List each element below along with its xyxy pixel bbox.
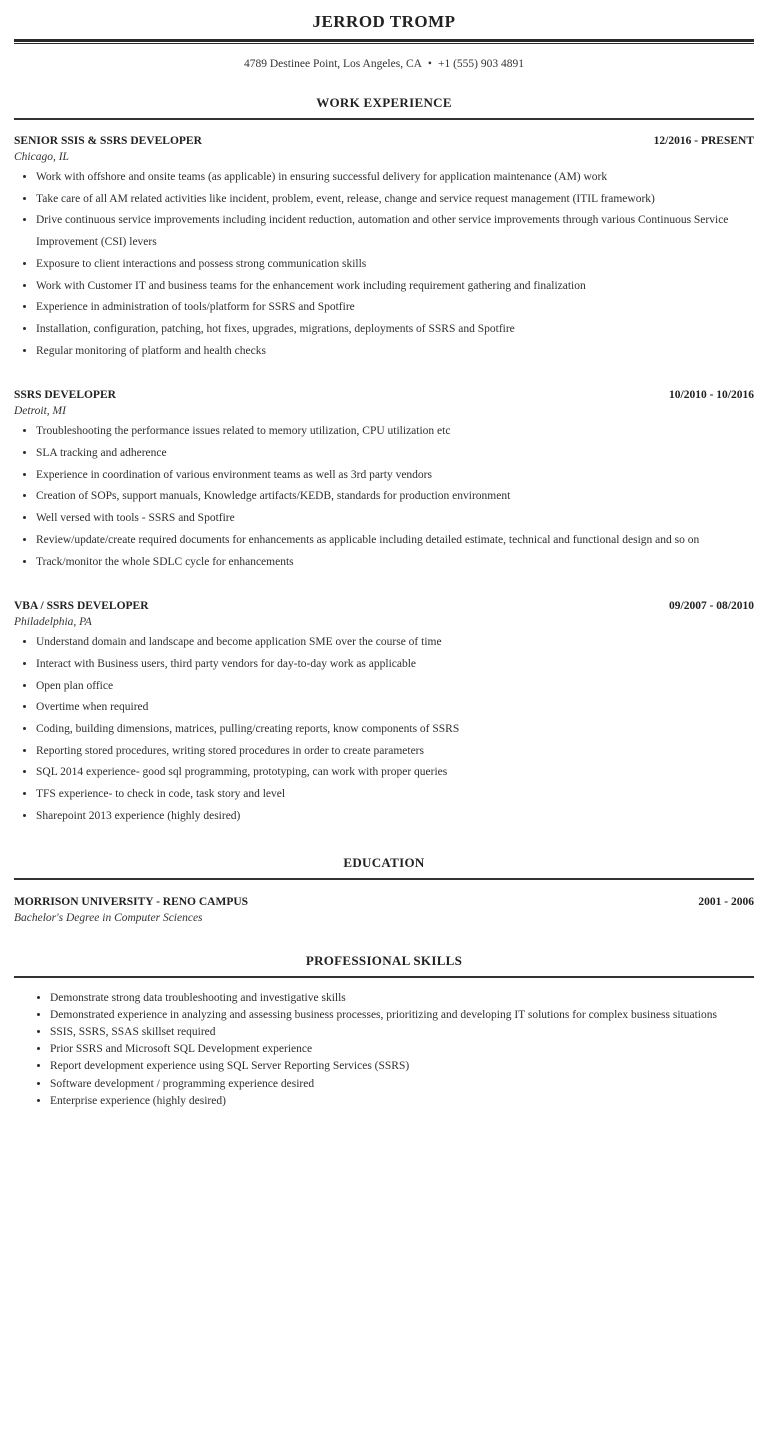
job-bullet: • Experience in administration of tools/platform for SSRS and Spotfire bbox=[36, 297, 754, 319]
candidate-name: JERROD TROMP bbox=[312, 12, 456, 31]
skills-title: PROFESSIONAL SKILLS bbox=[305, 952, 463, 968]
job-bullets bbox=[14, 421, 754, 573]
education-title: EDUCATION bbox=[343, 854, 425, 870]
resume-page bbox=[14, 0, 754, 1110]
job-bullet: • Review/update/create required documents for enhancements as applicable including detailed estimate, technical and functional design and so on bbox=[36, 530, 754, 552]
job-bullet: • Reporting stored procedures, writing stored procedures in order to create parameters bbox=[36, 741, 754, 763]
job-bullet: • Installation, configuration, patching, hot fixes, upgrades, migrations, deployments of SSRS and Spotfire bbox=[36, 319, 754, 341]
job-bullet: • Understand domain and landscape and become application SME over the course of time bbox=[36, 632, 754, 654]
job-title: SENIOR SSIS & SSRS DEVELOPER bbox=[14, 135, 202, 147]
job-bullet: • Coding, building dimensions, matrices, pulling/creating reports, know components of SSRS bbox=[36, 719, 754, 741]
job-bullet: • Work with offshore and onsite teams (as applicable) in ensuring successful delivery for application maintenance (AM) work bbox=[36, 167, 754, 189]
job-bullet: • Sharepoint 2013 experience (highly desired) bbox=[36, 806, 754, 828]
job-entry bbox=[14, 387, 754, 573]
job-header bbox=[14, 387, 754, 403]
work-experience-title: WORK EXPERIENCE bbox=[316, 95, 452, 110]
skill-item: • Software development / programming experience desired bbox=[50, 1076, 754, 1093]
header-divider bbox=[14, 39, 754, 44]
job-header bbox=[14, 598, 754, 614]
work-experience-divider bbox=[14, 118, 754, 120]
job-bullet: • Drive continuous service improvements including incident reduction, automation and other service improvements through various Continuous Service Improvement (CSI) levers bbox=[36, 210, 754, 253]
job-bullets bbox=[14, 632, 754, 827]
job-bullet: • Experience in coordination of various environment teams as well as 3rd party vendors bbox=[36, 465, 754, 487]
job-bullet: • Overtime when required bbox=[36, 697, 754, 719]
skills-list bbox=[14, 990, 754, 1110]
job-location: Detroit, MI bbox=[14, 405, 66, 418]
job-location: Philadelphia, PA bbox=[14, 616, 92, 629]
education-entry bbox=[14, 894, 754, 926]
job-entry bbox=[14, 598, 754, 827]
job-bullet: • Take care of all AM related activities like incident, problem, event, release, change and service request management (ITIL framework) bbox=[36, 189, 754, 211]
job-bullet: • SLA tracking and adherence bbox=[36, 443, 754, 465]
job-title: SSRS DEVELOPER bbox=[14, 389, 116, 402]
skill-item: • Report development experience using SQL Server Reporting Services (SSRS) bbox=[50, 1058, 754, 1075]
skills-section bbox=[14, 952, 754, 1110]
education-section bbox=[14, 854, 754, 926]
job-title: VBA / SSRS DEVELOPER bbox=[14, 600, 149, 613]
education-dates: 2001 - 2006 bbox=[698, 895, 754, 908]
job-dates: 09/2007 - 08/2010 bbox=[669, 600, 754, 613]
job-bullet: • Troubleshooting the performance issues related to memory utilization, CPU utilization etc bbox=[36, 421, 754, 443]
skills-divider bbox=[14, 976, 754, 978]
job-bullet: • Exposure to client interactions and possess strong communication skills bbox=[36, 254, 754, 276]
skill-item: • SSIS, SSRS, SSAS skillset required bbox=[50, 1024, 754, 1041]
skill-item: • Demonstrated experience in analyzing and assessing business processes, prioritizing and developing IT solutions for complex business situations bbox=[50, 1007, 754, 1024]
contact-phone: +1 (555) 903 4891 bbox=[437, 58, 524, 70]
job-header bbox=[14, 133, 754, 149]
education-header bbox=[14, 894, 754, 910]
job-bullet: • Track/monitor the whole SDLC cycle for enhancements bbox=[36, 552, 754, 574]
job-entry bbox=[14, 133, 754, 362]
skill-item: • Enterprise experience (highly desired) bbox=[50, 1093, 754, 1110]
job-bullet: • SQL 2014 experience- good sql programming, prototyping, can work with proper queries bbox=[36, 762, 754, 784]
contact-line bbox=[14, 56, 754, 72]
school-name: MORRISON UNIVERSITY - RENO CAMPUS bbox=[14, 895, 249, 908]
job-bullet: • Creation of SOPs, support manuals, Knowledge artifacts/KEDB, standards for production environment bbox=[36, 486, 754, 508]
contact-separator: • bbox=[427, 58, 432, 70]
job-bullet: • Open plan office bbox=[36, 676, 754, 698]
job-bullet: • Work with Customer IT and business teams for the enhancement work including requirement gathering and finalization bbox=[36, 276, 754, 298]
job-dates: 12/2016 - PRESENT bbox=[653, 135, 754, 147]
job-bullet: • Interact with Business users, third party vendors for day-to-day work as applicable bbox=[36, 654, 754, 676]
job-bullet: • Well versed with tools - SSRS and Spotfire bbox=[36, 508, 754, 530]
job-bullet: • Regular monitoring of platform and health checks bbox=[36, 341, 754, 363]
job-dates: 10/2010 - 10/2016 bbox=[669, 389, 754, 402]
job-bullet: • TFS experience- to check in code, task story and level bbox=[36, 784, 754, 806]
skill-item: • Demonstrate strong data troubleshooting and investigative skills bbox=[50, 990, 754, 1007]
contact-address: 4789 Destinee Point, Los Angeles, CA bbox=[244, 58, 422, 70]
job-location: Chicago, IL bbox=[14, 151, 69, 163]
education-divider bbox=[14, 878, 754, 880]
skill-item: • Prior SSRS and Microsoft SQL Development experience bbox=[50, 1041, 754, 1058]
work-experience-section bbox=[14, 94, 754, 828]
degree: Bachelor's Degree in Computer Sciences bbox=[14, 911, 203, 924]
job-bullets bbox=[14, 167, 754, 362]
